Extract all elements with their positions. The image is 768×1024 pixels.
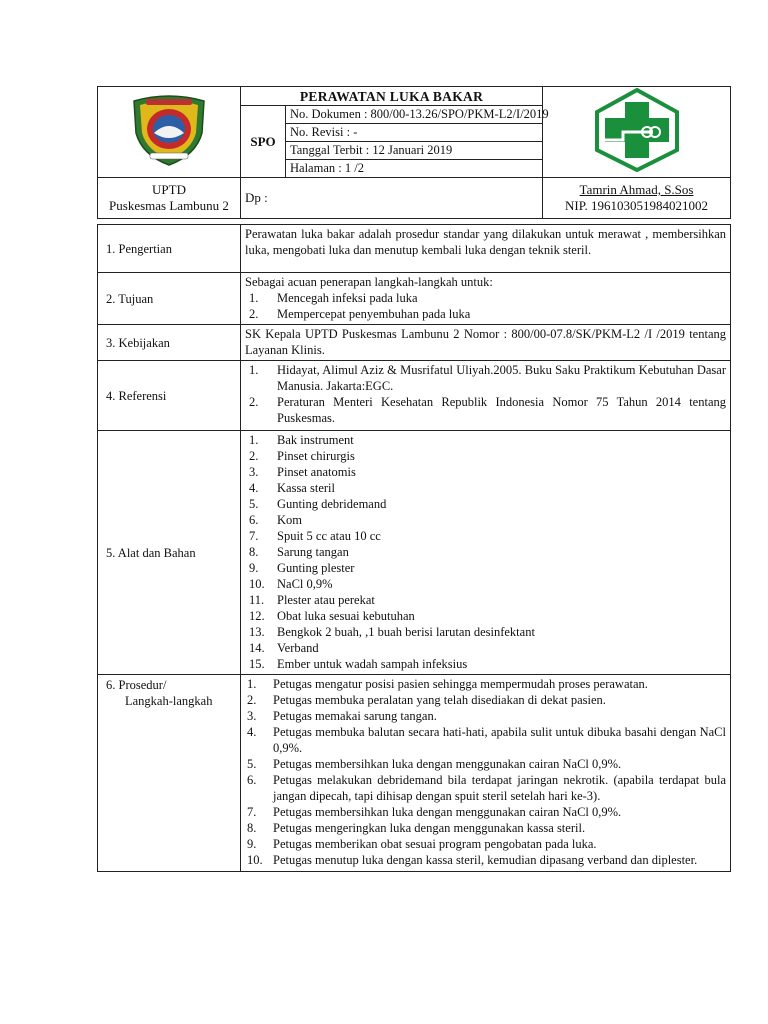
pengertian-text: Perawatan luka bakar adalah prosedur standar yang dilakukan untuk merawat , membersihkan luka, mengobati luka dan menutup kembali luka dengan teknik steril. bbox=[241, 225, 731, 273]
list-item: 1. Petugas mengatur posisi pasien sehingga mempermudah proses perawatan. bbox=[247, 677, 648, 691]
pengertian-label: 1. Pengertian bbox=[98, 225, 241, 273]
list-item: 7. Spuit 5 cc atau 10 cc bbox=[249, 529, 381, 543]
list-item: 2. Petugas membuka peralatan yang telah disediakan di dekat pasien. bbox=[247, 693, 606, 707]
list-item: 12. Obat luka sesuai kebutuhan bbox=[249, 609, 415, 623]
revisi-number: No. Revisi : - bbox=[286, 124, 543, 142]
list-item: 10. Petugas menutup luka dengan kassa steril, kemudian dipasang verband dan diplester. bbox=[247, 853, 698, 867]
list-item: 5. Petugas membersihkan luka dengan menggunakan cairan NaCl 0,9%. bbox=[247, 757, 622, 771]
row-prosedur bbox=[98, 675, 731, 872]
document-title: PERAWATAN LUKA BAKAR bbox=[241, 87, 543, 106]
list-item: 14. Verband bbox=[249, 641, 319, 655]
dp-cell: Dp : bbox=[241, 178, 543, 219]
list-item: 8. Petugas mengeringkan luka dengan menggunakan kassa steril. bbox=[247, 821, 586, 835]
list-item: 4. Petugas membuka balutan secara hati-hati, apabila sulit untuk dibuka basahi dengan NaCl 0,9%. bbox=[247, 725, 726, 755]
row-alat-bahan bbox=[98, 431, 731, 675]
kebijakan-label: 3. Kebijakan bbox=[98, 325, 241, 361]
logo-right-cell bbox=[543, 87, 731, 178]
spo-label: SPO bbox=[241, 106, 286, 178]
list-item: 2. Peraturan Menteri Kesehatan Republik Indonesia Nomor 75 Tahun 2014 tentang Puskesmas. bbox=[249, 395, 726, 425]
tanggal-terbit: Tanggal Terbit : 12 Januari 2019 bbox=[286, 142, 543, 160]
header-table bbox=[97, 86, 731, 219]
list-item: 9. Gunting plester bbox=[249, 561, 355, 575]
list-item: 8. Sarung tangan bbox=[249, 545, 349, 559]
list-item: 15. Ember untuk wadah sampah infeksius bbox=[249, 657, 468, 671]
regional-emblem-icon bbox=[126, 93, 212, 167]
row-tujuan bbox=[98, 273, 731, 325]
list-item: 10. NaCl 0,9% bbox=[249, 577, 333, 591]
row-pengertian bbox=[98, 225, 731, 273]
spo-document bbox=[97, 86, 730, 872]
list-item: 1. Mencegah infeksi pada luka bbox=[249, 291, 418, 305]
list-item: 4. Kassa steril bbox=[249, 481, 335, 495]
logo-left-cell bbox=[98, 87, 241, 178]
content-table bbox=[97, 224, 731, 872]
list-item: 7. Petugas membersihkan luka dengan menggunakan cairan NaCl 0,9%. bbox=[247, 805, 622, 819]
signer-nip: NIP. 196103051984021002 bbox=[564, 198, 708, 213]
list-item: 2. Pinset chirurgis bbox=[249, 449, 355, 463]
list-item: 3. Pinset anatomis bbox=[249, 465, 356, 479]
list-item: 13. Bengkok 2 buah, ,1 buah berisi larutan desinfektant bbox=[249, 625, 535, 639]
signer-cell bbox=[543, 178, 731, 219]
org-line-1: UPTD bbox=[152, 182, 186, 197]
tujuan-intro: Sebagai acuan penerapan langkah-langkah untuk: bbox=[245, 275, 493, 289]
dokumen-number: No. Dokumen : 800/00-13.26/SPO/PKM-L2/I/2019 bbox=[286, 106, 543, 124]
alat-label: 5. Alat dan Bahan bbox=[98, 431, 241, 675]
list-item: 11. Plester atau perekat bbox=[249, 593, 375, 607]
list-item: 9. Petugas memberikan obat sesuai program pengobatan pada luka. bbox=[247, 837, 597, 851]
referensi-content bbox=[241, 361, 731, 431]
kebijakan-text: SK Kepala UPTD Puskesmas Lambunu 2 Nomor : 800/00-07.8/SK/PKM-L2 /I /2019 tentang Layanan Klinis. bbox=[241, 325, 731, 361]
list-item: 5. Gunting debridemand bbox=[249, 497, 387, 511]
signer-name: Tamrin Ahmad, S.Sos bbox=[579, 182, 694, 197]
list-item: 6. Kom bbox=[249, 513, 302, 527]
tujuan-label: 2. Tujuan bbox=[98, 273, 241, 325]
list-item: 1. Bak instrument bbox=[249, 433, 354, 447]
row-referensi bbox=[98, 361, 731, 431]
prosedur-label-line1: 6. Prosedur/ bbox=[106, 678, 167, 692]
tujuan-content bbox=[241, 273, 731, 325]
organization-cell bbox=[98, 178, 241, 219]
list-item: 2. Mempercepat penyembuhan pada luka bbox=[249, 307, 471, 321]
alat-content bbox=[241, 431, 731, 675]
prosedur-label-line2: Langkah-langkah bbox=[125, 694, 213, 708]
list-item: 6. Petugas melakukan debridemand bila terdapat jaringan nekrotik. (apabila terdapat bula jangan dipecah, tapi dihisap dengan spuit steril setelah hari ke-3). bbox=[247, 773, 726, 803]
list-item: 3. Petugas memakai sarung tangan. bbox=[247, 709, 437, 723]
referensi-label: 4. Referensi bbox=[98, 361, 241, 431]
prosedur-content bbox=[241, 675, 731, 872]
prosedur-label bbox=[98, 675, 241, 872]
row-kebijakan bbox=[98, 325, 731, 361]
puskesmas-cross-icon bbox=[589, 88, 685, 172]
org-line-2: Puskesmas Lambunu 2 bbox=[109, 198, 229, 213]
halaman: Halaman : 1 /2 bbox=[286, 160, 543, 178]
list-item: 1. Hidayat, Alimul Aziz & Musrifatul Uliyah.2005. Buku Saku Praktikum Kebutuhan Dasar Manusia. Jakarta:EGC. bbox=[249, 363, 726, 393]
